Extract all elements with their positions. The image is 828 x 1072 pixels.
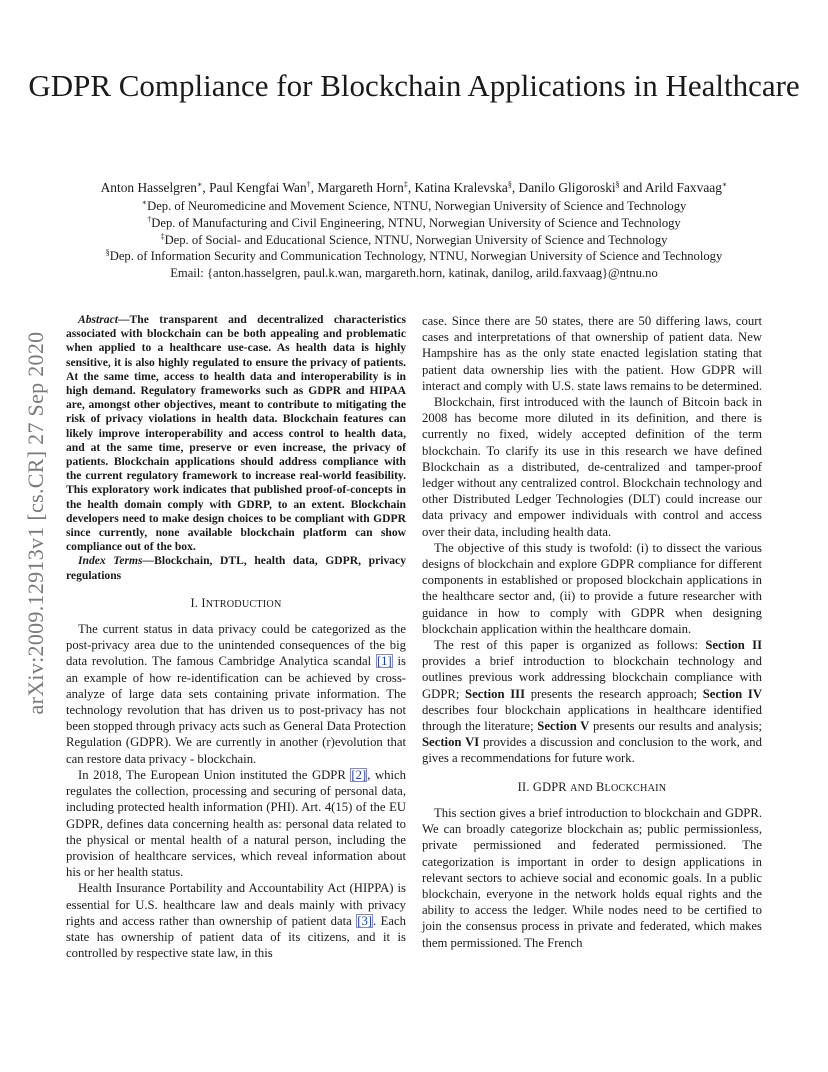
- paragraph: The objective of this study is twofold: (i) to dissect the various designs of blockchain and explore GDPR compliance for different components in established or proposed blockchain applications in the healthcare sector and, (ii) to provide a future researcher with guidance in how to comply with GDPR when designing blockchain application within the healthcare domain.: [422, 540, 762, 636]
- author: Anton Hasselgren: [100, 180, 197, 195]
- affiliation: ‡Dep. of Social- and Educational Science, NTNU, Norwegian University of Science and Technology: [160, 232, 668, 247]
- affiliation: §Dep. of Information Security and Communication Technology, NTNU, Norwegian University of Science and Technology: [105, 248, 723, 263]
- paragraph: case. Since there are 50 states, there are 50 differing laws, court cases and interpretations of that ownership of patient data. New Hampshire has as the only state enacted legislation stating that patient data ownership lies with the patient. How GDPR will interact and comply with U.S. state laws remains to be determined.: [422, 314, 763, 393]
- author: Danilo Gligoroski: [518, 180, 616, 195]
- author-list: Anton Hasselgren∗, Paul Kengfai Wan†, Margareth Horn‡, Katina Kralevska§, Danilo Gligoroski§ and Arild Faxvaag∗: [100, 180, 728, 195]
- left-column: [66, 313, 406, 961]
- section-heading-introduction: I. INTRODUCTION: [190, 595, 282, 610]
- citation-link[interactable]: [3]: [357, 913, 373, 928]
- affiliation: †Dep. of Manufacturing and Civil Engineering, NTNU, Norwegian University of Science and Technology: [147, 215, 681, 230]
- abstract: Abstract—The transparent and decentralized characteristics associated with blockchain can be both appealing and problematic when applied to a healthcare use-case. As health data is highly sensitive, it is also highly regulated to ensure the privacy of patients. At the same time, access to health data and interoperability is in high demand. Regulatory frameworks such as GDPR and HIPAA are, amongst other objectives, meant to contribute to mitigating the risk of privacy violations in health data. Blockchain features can likely improve interoperability and access control to health data, and at the same time, preserve or even increase, the privacy of patients. Blockchain applications should address compliance with the current regulatory framework to increase real-world feasibility. This exploratory work indicates that published proof-of-concepts in the health domain comply with GDRP, to an extent. Blockchain developers need to make design choices to be compliant with GDPR since currently, none available blockchain platform can show compliance out of the box.: [66, 313, 406, 554]
- email-line: Email: {anton.hasselgren, paul.k.wan, margareth.horn, katinak, danilog, arild.faxvaag}@ntnu.no: [170, 266, 658, 280]
- paragraph: Blockchain, first introduced with the launch of Bitcoin back in 2008 has become more diluted in its definition, and there is currently no fixed, widely accepted definition of the term blockchain. To clarify its use in this research we have defined Blockchain as a distributed, de-centralized and tamper-proof ledger without any centralized control. Blockchain technology and other Distributed Ledger Technologies (DLT) could increase our data privacy and empower individuals with control and access over their data, including health data.: [422, 395, 762, 539]
- index-terms: Index Terms—Blockchain, DTL, health data, GDPR, privacy regulations: [66, 554, 406, 582]
- affiliation: ∗Dep. of Neuromedicine and Movement Science, NTNU, Norwegian University of Science and Technology: [141, 198, 687, 213]
- paragraph: The current status in data privacy could be categorized as the post-privacy area due to the unintended consequences of the big data revolution. The famous Cambridge Analytica scandal [1] is an example of how re-identification can be achieved by cross-analyze of large data sets containing private information. The technology revolution that has driven us to post-privacy has not been stopped through privacy acts such as General Data Protection Regulation (GDPR). We are currently in another (r)evolution that can restore data privacy - blockchain.: [66, 622, 406, 766]
- paragraph: This section gives a brief introduction to blockchain and GDPR. We can broadly categorize blockchain as; public permissionless, private permissioned and federated permissioned. The categorization is important in order to design applications in relevant sectors to achieve social and economic goals. In a public blockchain, everyone in the network holds equal rights and the ability to access the ledger. While nodes need to be certified to join the consensus process in private and federated, which makes them permissioned. The French: [422, 805, 762, 950]
- paragraph: In 2018, The European Union instituted the GDPR [2], which regulates the collection, processing and securing of personal data, including protected health information (PHI). Art. 4(15) of the EU GDPR, defines data concerning health as: personal data related to the physical or mental health of a natural person, including the provision of healthcare services, which reveal information about his or her health status.: [66, 767, 406, 880]
- author: Margareth Horn: [317, 180, 404, 195]
- paragraph: The rest of this paper is organized as follows: Section II provides a brief introduction to blockchain technology and outlines previous work addressing blockchain compliance with GDPR; Section III presents the research approach; Section IV describes four blockchain applications in healthcare identified through the literature; Section V presents our results and analysis; Section VI provides a discussion and conclusion to the work, and gives a recommendations for future work.: [422, 638, 762, 766]
- arxiv-identifier: arXiv:2009.12913v1 [cs.CR] 27 Sep 2020: [23, 331, 48, 715]
- section-heading-gdpr-blockchain: II. GDPR AND BLOCKCHAIN: [517, 779, 667, 794]
- citation-link[interactable]: [1]: [376, 654, 392, 669]
- author: Katina Kralevska: [414, 180, 508, 195]
- paper-title: GDPR Compliance for Blockchain Applications in Healthcare: [28, 68, 800, 103]
- right-column: [422, 313, 762, 951]
- author: Arild Faxvaag: [644, 180, 722, 195]
- citation-link[interactable]: [2]: [351, 767, 367, 782]
- paragraph: Health Insurance Portability and Accountability Act (HIPPA) is essential for U.S. healthcare law and deals mainly with privacy rights and access rather than ownership of patient data [3]. Each state has ownership of patient data of its citizens, and it is controlled by respective state law, in this: [66, 881, 406, 961]
- author: Paul Kengfai Wan: [209, 180, 307, 195]
